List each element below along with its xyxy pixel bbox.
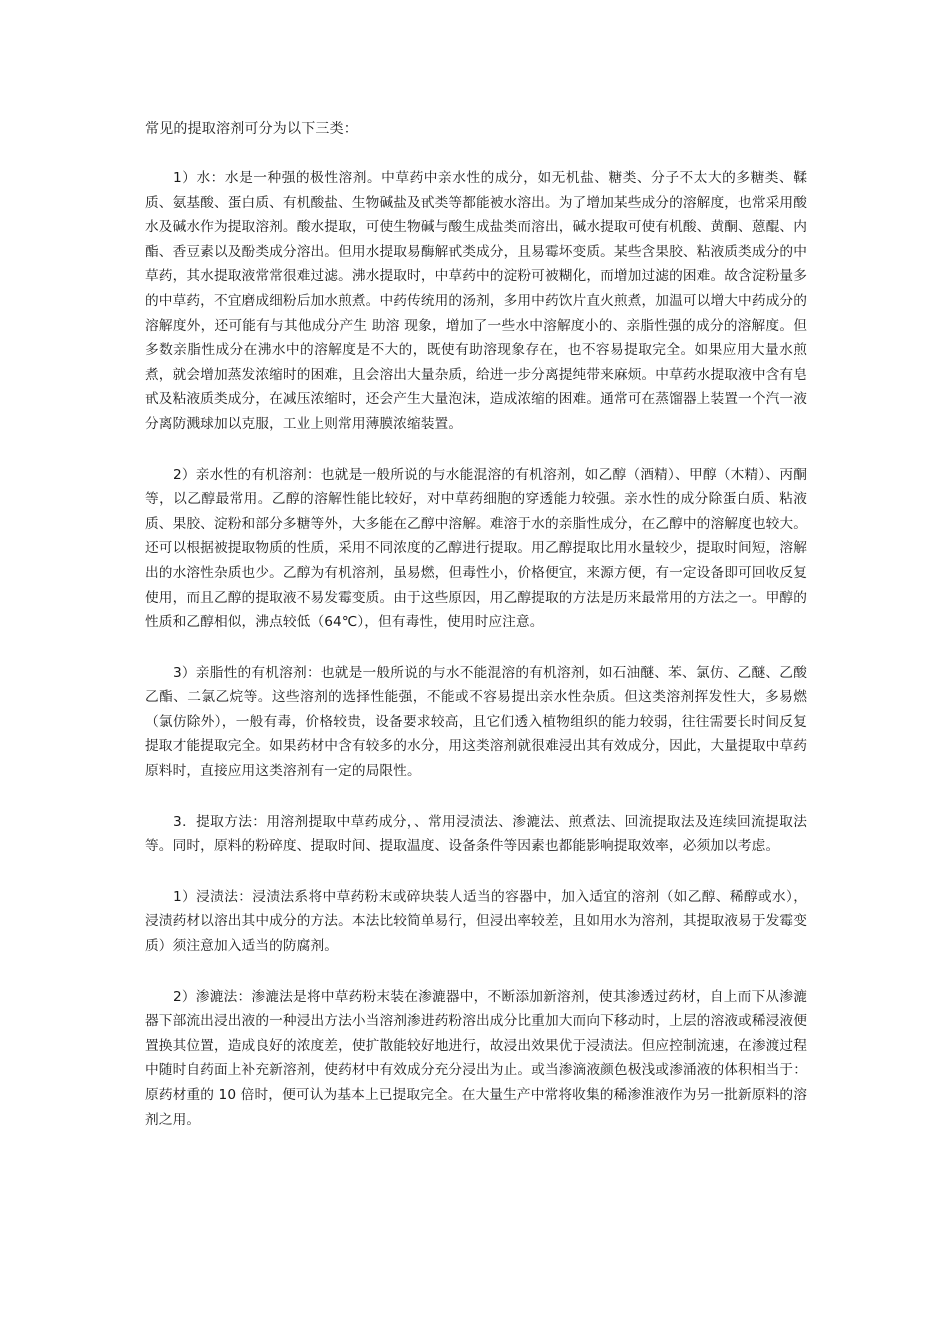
intro-line: 常见的提取溶剂可分为以下三类：: [145, 121, 358, 137]
paragraph-lipophilic-organic-solvent: 3）亲脂性的有机溶剂：也就是一般所说的与水不能混溶的有机溶剂，如石油醚、苯、氯仿、乙醚、乙酸乙酯、二氯乙烷等。这些溶剂的选择性能强，不能或不容易提出亲水性杂质。但这类溶剂挥发性大，多易燃（氯仿除外），一般有毒，价格较贵，设备要求较高，且它们透入植物组织的能力较弱，往往需要长时间反复提取才能提取完全。如果药材中含有较多的水分，用这类溶剂就很难浸出其有效成分，因此，大量提取中草药原料时，直接应用这类溶剂有一定的局限性。: [145, 664, 807, 780]
paragraph-percolation: 2）渗漉法：渗漉法是将中草药粉末装在渗漉器中，不断添加新溶剂，使其渗透过药材，自上而下从渗漉器下部流出浸出液的一种浸出方法小当溶剂渗进药粉溶出成分比重加大而向下移动时，上层的溶液或稀浸液便置换其位置，造成良好的浓度差，使扩散能较好地进行，故浸出效果优于浸渍法。但应控制流速，在渗渡过程中随时自药面上补充新溶剂，使药材中有效成分充分浸出为止。或当渗滴液颜色极浅或渗涌液的体积相当于：原药材重的 10 倍时，便可认为基本上已提取完全。在大量生产中常将收集的稀渗淮液作为另一批新原料的溶剂之用。: [145, 988, 807, 1128]
document-body: [145, 118, 807, 1158]
paragraph-maceration: 1）浸渍法：浸渍法系将中草药粉末或碎块装人适当的容器中，加入适宜的溶剂（如乙醇、稀醇或水），浸渍药材以溶出其中成分的方法。本法比较简单易行，但浸出率较差，且如用水为溶剂，其提取液易于发霉变质）须注意加入适当的防腐剂。: [145, 888, 807, 955]
paragraph-hydrophilic-organic-solvent: 2）亲水性的有机溶剂：也就是一般所说的与水能混溶的有机溶剂，如乙醇（酒精）、甲醇（木精）、丙酮等，以乙醇最常用。乙醇的溶解性能比较好，对中草药细胞的穿透能力较强。亲水性的成分除蛋白质、粘液质、果胶、淀粉和部分多糖等外，大多能在乙醇中溶解。难溶于水的亲脂性成分，在乙醇中的溶解度也较大。还可以根据被提取物质的性质，采用不同浓度的乙醇进行提取。用乙醇提取比用水量较少，提取时间短，溶解出的水溶性杂质也少。乙醇为有机溶剂，虽易燃，但毒性小，价格便宜，来源方便，有一定设备即可回收反复使用，而且乙醇的提取液不易发霉变质。由于这些原因，用乙醇提取的方法是历来最常用的方法之一。甲醇的性质和乙醇相似，沸点较低（64℃），但有毒性，使用时应注意。: [145, 466, 807, 631]
paragraph-extraction-methods: 3．提取方法：用溶剂提取中草药成分，、常用浸渍法、渗漉法、煎煮法、回流提取法及连续回流提取法等。同时，原料的粉碎度、提取时间、提取温度、设备条件等因素也都能影响提取效率，必须加以考虑。: [145, 813, 807, 855]
paragraph-water-solvent: 1）水：水是一种强的极性溶剂。中草药中亲水性的成分，如无机盐、糖类、分子不太大的多糖类、鞣质、氨基酸、蛋白质、有机酸盐、生物碱盐及甙类等都能被水溶出。为了增加某些成分的溶解度，也常采用酸水及碱水作为提取溶剂。酸水提取，可使生物碱与酸生成盐类而溶出，碱水提取可使有机酸、黄酮、蒽醌、内酯、香豆素以及酚类成分溶出。但用水提取易酶解甙类成分，且易霉坏变质。某些含果胶、粘液质类成分的中草药，其水提取液常常很难过滤。沸水提取时，中草药中的淀粉可被糊化，而增加过滤的困难。故含淀粉量多的中草药，不宜磨成细粉后加水煎煮。中药传统用的汤剂，多用中药饮片直火煎煮，加温可以增大中药成分的溶解度外，还可能有与其他成分产生 助溶 现象，增加了一些水中溶解度小的、亲脂性强的成分的溶解度。但多数亲脂性成分在沸水中的溶解度是不大的，既使有助溶现象存在，也不容易提取完全。如果应用大量水煎煮，就会增加蒸发浓缩时的困难，且会溶出大量杂质，给进一步分离提纯带来麻烦。中草药水提取液中含有皂甙及粘液质类成分，在减压浓缩时，还会产生大量泡沫，造成浓缩的困难。通常可在蒸馏器上装置一个汽一液分离防溅球加以克服，工业上则常用薄膜浓缩装置。: [145, 170, 807, 432]
